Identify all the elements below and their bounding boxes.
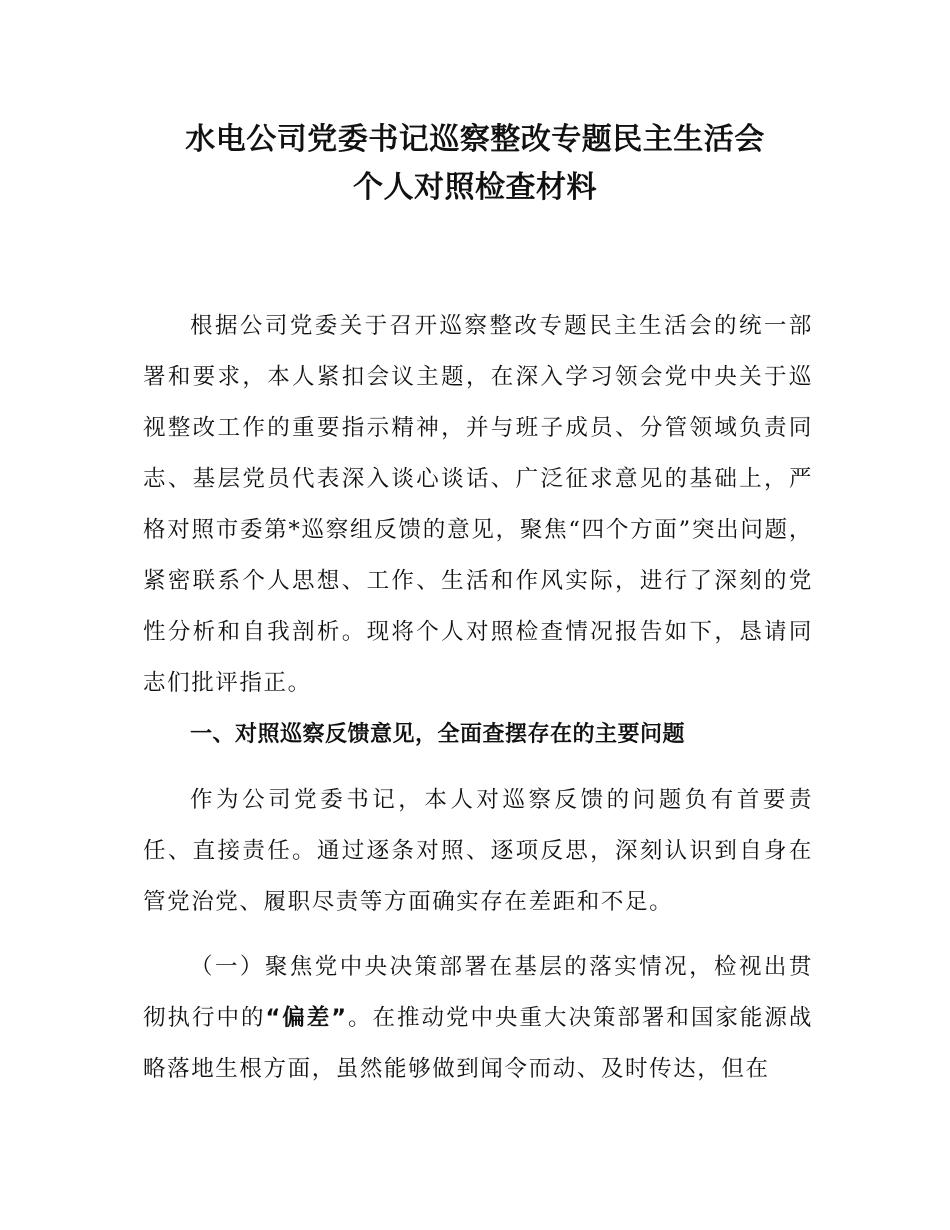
section-heading-1: 一、对照巡察反馈意见，全面查摆存在的主要问题 <box>190 722 686 747</box>
subsection-1-paragraph <box>143 942 813 1095</box>
document-title-line-2: 个人对照检查材料 <box>353 170 597 205</box>
document-title-line-1: 水电公司党委书记巡察整改专题民主生活会 <box>185 122 765 157</box>
section-1-paragraph: 作为公司党委书记，本人对巡察反馈的问题负有首要责任、直接责任。通过逐条对照、逐项反思，深刻认识到自身在管党治党、履职尽责等方面确实存在差距和不足。 <box>143 787 813 915</box>
subsection-1-rest: 。在推动党中央重大决策部署和国家能源战略落地生根方面，虽然能够做到闻令而动、及时传达，但在 <box>143 1005 813 1082</box>
intro-paragraph: 根据公司党委关于召开巡察整改专题民主生活会的统一部署和要求，本人紧扣会议主题，在深入学习领会党中央关于巡视整改工作的重要指示精神，并与班子成员、分管领域负责同志、基层党员代表深入谈心谈话、广泛征求意见的基础上，严格对照市委第*巡察组反馈的意见，聚焦“四个方面”突出问题，紧密联系个人思想、工作、生活和作风实际，进行了深刻的党性分析和自我剖析。现将个人对照检查情况报告如下，恳请同志们批评指正。 <box>143 313 813 696</box>
subsection-1-lead: （一）聚焦党中央决策部署在基层的落实情况，检视出贯彻执行中的 <box>143 954 813 1031</box>
subsection-1-emphasis: “偏差” <box>265 1005 348 1031</box>
